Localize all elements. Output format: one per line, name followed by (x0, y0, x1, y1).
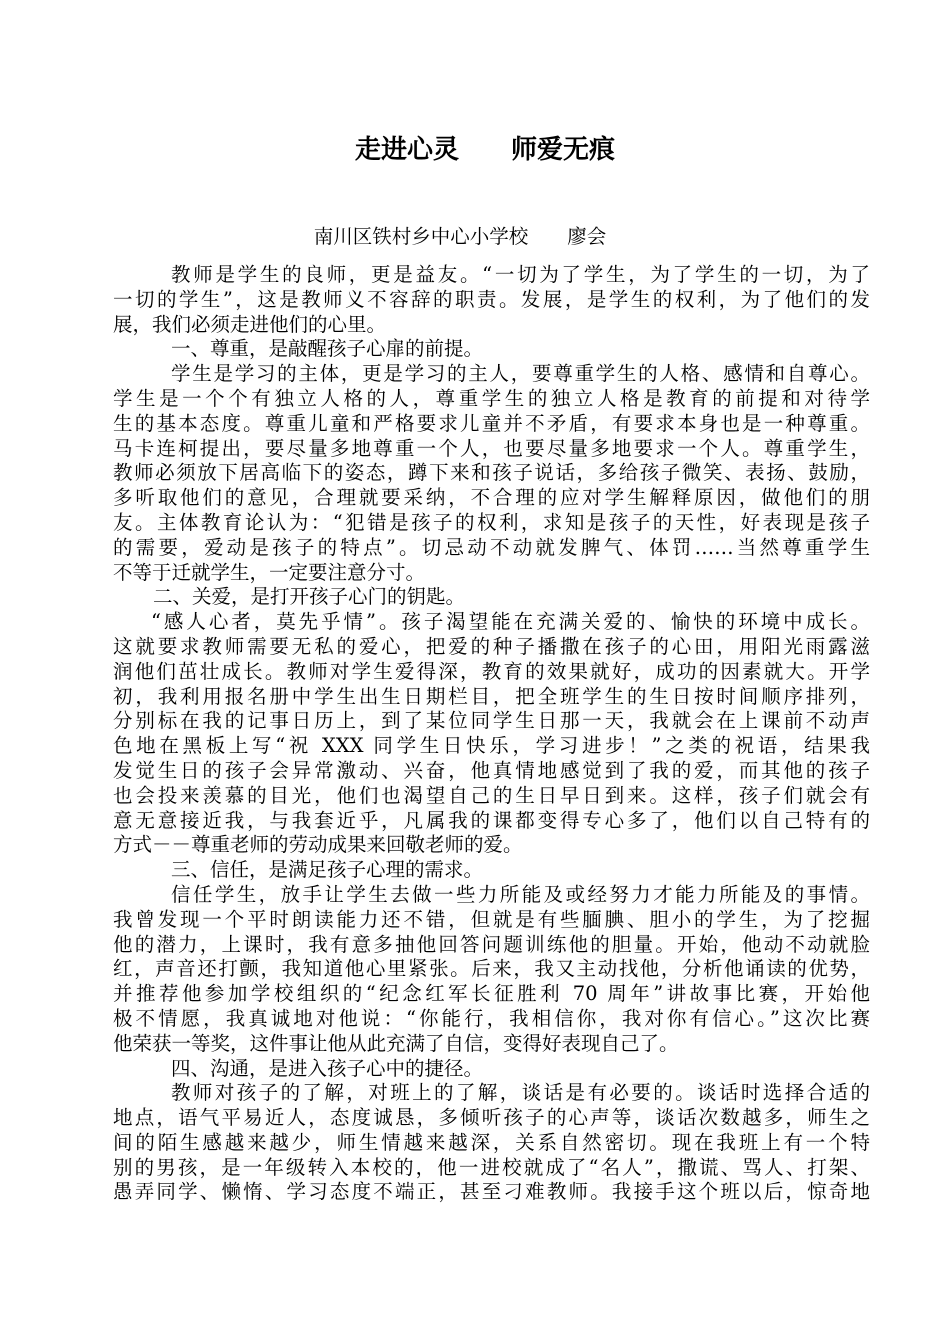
text-line: 发觉生日的孩子会异常激动、兴奋，他真情地感觉到了我的爱，而其他的孩子 (113, 758, 870, 782)
text-line: 这就要求教师需要无私的爱心，把爱的种子播撒在孩子的心田，用阳光雨露滋 (113, 634, 870, 658)
text-line: 也会投来羡慕的目光，他们也渴望自己的生日早日到来。这样，孩子们就会有 (113, 783, 870, 807)
text-line: 色地在黑板上写“祝 XXX 同学生日快乐，学习进步！”之类的祝语，结果我 (113, 734, 870, 758)
text-line: 并推荐他参加学校组织的“纪念红军长征胜利 70 周年”讲故事比赛，开始他 (113, 982, 870, 1006)
text-line: 教师必须放下居高临下的姿态，蹲下来和孩子说话，多给孩子微笑、表扬、鼓励， (113, 461, 870, 485)
author-line: 南川区铁村乡中心小学校 廖会 (313, 225, 607, 248)
text-line: 我曾发现一个平时朗读能力还不错，但就是有些腼腆、胆小的学生，为了挖掘 (113, 907, 870, 931)
text-line: 间的陌生感越来越少，师生情越来越深，关系自然密切。现在我班上有一个特 (113, 1130, 870, 1154)
text-line: 不等于迁就学生，一定要注意分寸。 (113, 560, 426, 584)
section-heading: 三、信任，是满足孩子心理的需求。 (171, 858, 484, 882)
text-line: 信任学生，放手让学生去做一些力所能及或经努力才能力所能及的事情。 (171, 882, 870, 906)
section-heading: 一、尊重，是敲醒孩子心扉的前提。 (171, 337, 484, 361)
text-line: 马卡连柯提出，要尽量多地尊重一个人，也要尽量多地要求一个人。尊重学生， (113, 436, 870, 460)
text-line: 分别标在我的记事日历上，到了某位同学生日那一天，我就会在上课前不动声 (113, 709, 870, 733)
text-line: 学生是一个个有独立人格的人，尊重学生的独立人格是教育的前提和对待学 (113, 386, 870, 410)
text-line: 愚弄同学、懒惰、学习态度不端正，甚至刁难教师。我接手这个班以后，惊奇地 (113, 1180, 870, 1204)
text-line: 多听取他们的意见，合理就要采纳，不合理的应对学生解释原因，做他们的朋 (113, 486, 870, 510)
text-line: 的需要，爱动是孩子的特点”。切忌动不动就发脾气、体罚……当然尊重学生 (113, 535, 870, 559)
text-line: 初，我利用报名册中学生出生日期栏目，把全班学生的生日按时间顺序排列， (113, 684, 870, 708)
body-text (113, 263, 870, 1205)
text-line: 教师是学生的良师，更是益友。“一切为了学生，为了学生的一切，为了 (171, 263, 870, 286)
text-line: 他的潜力，上课时，我有意多抽他回答问题训练他的胆量。开始，他动不动就脸 (113, 932, 870, 956)
text-line: 他荣获一等奖，这件事让他从此充满了自信，变得好表现自己了。 (113, 1031, 679, 1055)
section-heading: 二、关爱，是打开孩子心门的钥匙。 (153, 585, 466, 609)
text-line: 红，声音还打颤，我知道他心里紧张。后来，我又主动找他，分析他诵读的优势， (113, 957, 870, 981)
text-line: 别的男孩，是一年级转入本校的，他一进校就成了“名人”，撒谎、骂人、打架、 (113, 1155, 870, 1179)
text-line: 一切的学生”，这是教师义不容辞的职责。发展，是学生的权利，为了他们的发 (113, 287, 870, 311)
text-line: 生的基本态度。尊重儿童和严格要求儿童并不矛盾，有要求本身也是一种尊重。 (113, 411, 870, 435)
text-line: 友。主体教育论认为：“犯错是孩子的权利，求知是孩子的天性，好表现是孩子 (113, 510, 870, 534)
text-line: 展，我们必须走进他们的心里。 (113, 312, 387, 336)
text-line: 教师对孩子的了解，对班上的了解，谈话是有必要的。谈话时选择合适的 (171, 1081, 870, 1105)
text-line: 润他们茁壮成长。教师对学生爱得深，教育的效果就好，成功的因素就大。开学 (113, 659, 870, 683)
text-line: 意无意接近我，与我套近乎，凡属我的课都变得专心多了，他们以自己特有的 (113, 808, 870, 832)
document-title: 走进心灵 师爱无痕 (354, 135, 615, 165)
text-line: 学生是学习的主体，更是学习的主人，要尊重学生的人格、感情和自尊心。 (171, 362, 870, 386)
text-line: “感人心者，莫先乎情”。孩子渴望能在充满关爱的、愉快的环境中成长。 (151, 610, 870, 634)
text-line: 地点，语气平易近人，态度诚恳，多倾听孩子的心声等，谈话次数越多，师生之 (113, 1106, 870, 1130)
section-heading: 四、沟通，是进入孩子心中的捷径。 (171, 1056, 484, 1080)
text-line: 极不情愿，我真诚地对他说：“你能行，我相信你，我对你有信心。”这次比赛 (113, 1006, 870, 1030)
text-line: 方式－－尊重老师的劳动成果来回敬老师的爱。 (113, 833, 523, 857)
